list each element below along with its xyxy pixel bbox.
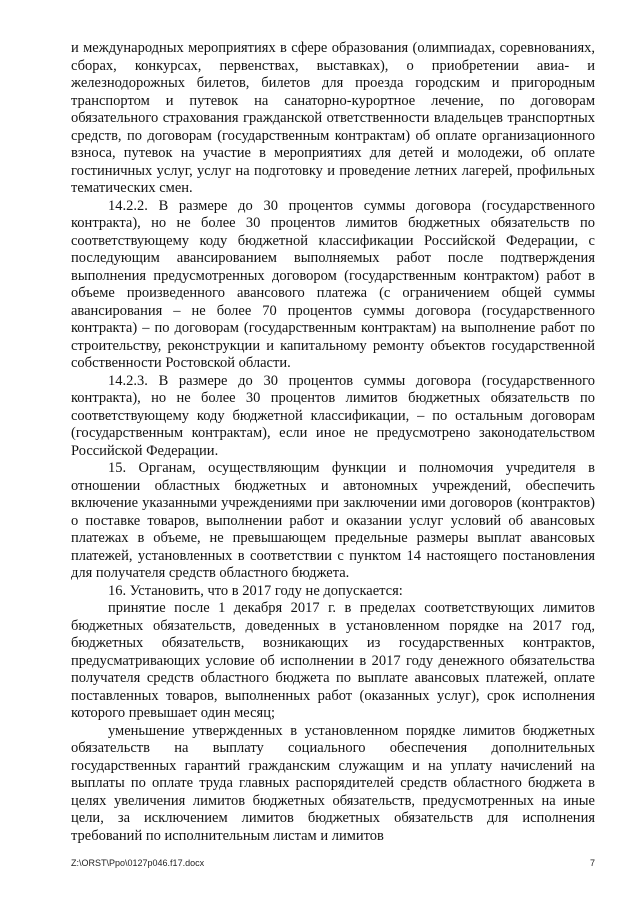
paragraph-16: 16. Установить, что в 2017 году не допускается:: [108, 582, 403, 599]
paragraph-16-item-1: принятие после 1 декабря 2017 г. в пределах соответствующих лимитов бюджетных обязательств, доведенных в установленном порядке на 2017 год, бюджетных обязательств, возникающих из государственных контрактов, предусматривающих условие об исполнении в 2017 году денежного обязательства получателя средств областного бюджета по выплате авансовых платежей, оплате поставленных товаров, выполненных работ (оказанных услуг), срок исполнения которого превышает один месяц;: [71, 600, 595, 721]
paragraph-16-item-2: уменьшение утвержденных в установленном порядке лимитов бюджетных обязательств на выплату социального обеспечения дополнительных государственных гарантий гражданским служащим и на уплату начислений на выплаты по оплате труда главных распорядителей средств областного бюджета в целях увеличения лимитов бюджетных обязательств, предусмотренных на иные цели, за исключением лимитов бюджетных обязательств для исполнения требований по исполнительным листам и лимитов: [71, 722, 595, 844]
paragraph-14-2-2: 14.2.2. В размере до 30 процентов суммы договора (государственного контракта), но не более 30 процентов лимитов бюджетных обязательств по соответствующему коду бюджетной классификации Российской Федерации, с последующим авансированием выполняемых работ после подтверждения выполнения предусмотренных договором (государственным контрактом) работ в объеме произведенного авансового платежа (с ограничением общей суммы авансирования – не более 70 процентов суммы договора (государственного контракта) – по договорам (государственным контрактам) на выполнение работ по строительству, реконструкции и капитальному ремонту объектов государственной собственности Ростовской области.: [71, 197, 595, 371]
paragraph-continuation: и международных мероприятиях в сфере образования (олимпиадах, соревнованиях, сборах, конкурсах, первенствах, выставках), о приобретении авиа- и железнодорожных билетов, билетов для проезда городским и пригородным транспортом и путевок на санаторно-курортное лечение, по договорам обязательного страхования гражданской ответственности владельцев транспортных средств, по договорам (государственным контрактам) об оплате организационного взноса, путевок на участие в мероприятиях для детей и молодежи, об оплате гостиничных услуг, услуг на подготовку и проведение летних лагерей, профильных тематических смен.: [71, 40, 595, 196]
file-path: Z:\ORST\Ppo\0127p046.f17.docx: [71, 858, 205, 868]
document-body: [71, 40, 595, 845]
paragraph-14-2-3: 14.2.3. В размере до 30 процентов суммы договора (государственного контракта), но не более 30 процентов лимитов бюджетных обязательств по соответствующему коду бюджетной классификации, – по остальным договорам (государственным контрактам), если иное не предусмотрено законодательством Российской Федерации.: [71, 372, 595, 459]
paragraph-15: 15. Органам, осуществляющим функции и полномочия учредителя в отношении областных бюджетных и автономных учреждений, обеспечить включение указанными учреждениями при заключении ими договоров (контрактов) о поставке товаров, выполнении работ и оказании услуг условий об авансовых платежах в объеме, не превышающем предельные размеры выплат авансовых платежей, установленных в соответствии с пунктом 14 настоящего постановления для получателя средств областного бюджета.: [71, 460, 595, 581]
page-number: 7: [589, 858, 595, 868]
